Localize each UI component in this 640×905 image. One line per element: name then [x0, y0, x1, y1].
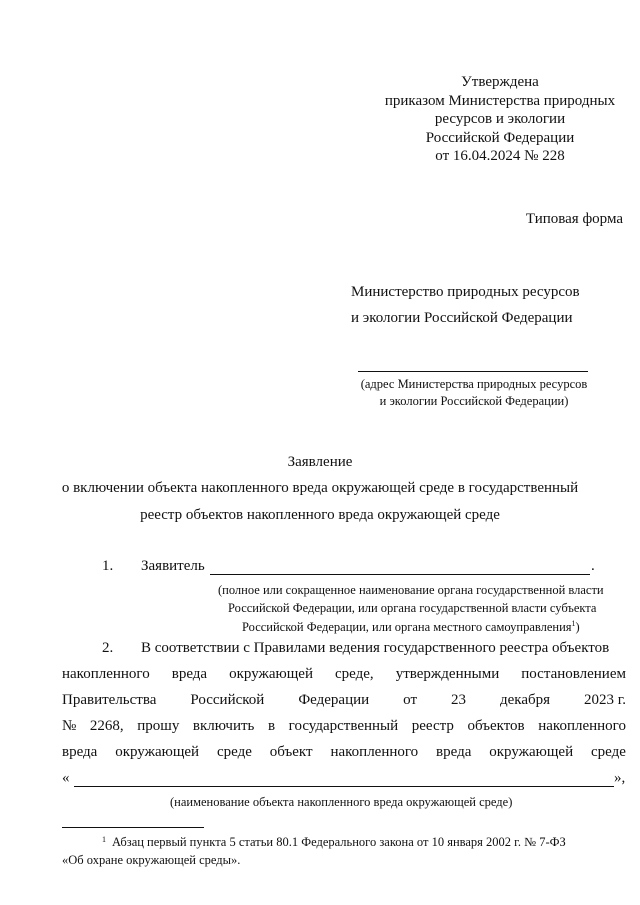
applicant-fill-line[interactable]	[210, 574, 590, 575]
document-subtitle-line-1: о включении объекта накопленного вреда окружающей среде в государственный	[61, 480, 579, 496]
word: постановлением	[521, 666, 626, 682]
word: Российской	[190, 692, 265, 708]
word: накопленного	[330, 744, 419, 760]
address-fill-line[interactable]	[358, 371, 588, 372]
item-2-line-4	[62, 718, 626, 735]
word: 2023 г.	[584, 692, 626, 708]
word: в	[267, 718, 276, 734]
applicant-end-dot: .	[591, 558, 595, 574]
document-subtitle-line-2: реестр объектов накопленного вреда окружающей среде	[140, 507, 500, 523]
object-name-caption: (наименование объекта накопленного вреда окружающей среде)	[170, 795, 513, 809]
object-quote-close: »,	[614, 770, 626, 786]
applicant-caption-line-2: Российской Федерации, или органа государственной власти субъекта	[228, 601, 597, 615]
footnote-text-1: Абзац первый пункта 5 статьи 80.1 Федерального закона от 10 января 2002 г. № 7-ФЗ	[112, 835, 566, 849]
applicant-caption-text: Российской Федерации, или органа местного самоуправления	[242, 620, 572, 635]
item-2-line-1: В соответствии с Правилами ведения государственного реестра объектов	[141, 640, 610, 656]
item-2-line-3	[62, 692, 626, 709]
object-quote-open: «	[62, 770, 70, 786]
word: вреда	[62, 744, 98, 760]
approval-line-5: от 16.04.2024 № 228	[435, 148, 565, 164]
footnote-line-2: «Об охране окружающей среды».	[62, 853, 241, 867]
footnote-mark: 1	[102, 835, 106, 844]
item-2-number: 2.	[102, 640, 114, 656]
applicant-caption-line-1: (полное или сокращенное наименование органа государственной власти	[218, 583, 604, 597]
word: декабря	[499, 692, 551, 708]
item-2-line-2	[62, 666, 626, 683]
word: окружающей	[489, 744, 574, 760]
address-caption-line-1: (адрес Министерства природных ресурсов	[360, 377, 588, 391]
applicant-label: Заявитель	[141, 558, 205, 574]
word: окружающей	[115, 744, 200, 760]
object-name-fill-line[interactable]	[74, 786, 614, 787]
approval-line-3: ресурсов и экологии	[434, 111, 566, 127]
address-caption	[350, 376, 598, 410]
footnote-ref[interactable]: 1	[571, 619, 576, 628]
word: Правительства	[62, 692, 157, 708]
approval-line-4: Российской Федерации	[425, 129, 575, 146]
word: №	[62, 718, 77, 734]
word: вреда	[436, 744, 472, 760]
word: государственный	[288, 718, 399, 734]
word: среде	[591, 744, 626, 760]
footnote-line-1	[62, 835, 628, 850]
item-2-line-5	[62, 744, 626, 761]
item-1-number: 1.	[102, 558, 114, 574]
approval-line-1: Утверждена	[461, 74, 539, 90]
applicant-caption-close: )	[575, 620, 580, 635]
word: реестр	[411, 718, 454, 734]
approval-block	[380, 73, 620, 166]
word: объектов	[467, 718, 525, 734]
approval-line-2: приказом Министерства природных	[384, 92, 616, 109]
word: накопленного	[62, 666, 150, 682]
address-caption-line-2: и экологии Российской Федерации)	[379, 394, 569, 408]
word: среде,	[335, 666, 374, 682]
word: прошу	[137, 718, 180, 734]
word: утвержденными	[395, 666, 500, 682]
form-type-label: Типовая форма	[525, 211, 623, 227]
word: окружающей	[229, 666, 313, 682]
word: вреда	[171, 666, 208, 682]
word: 23	[450, 692, 466, 708]
recipient-line-1: Министерство природных ресурсов	[351, 284, 580, 300]
word: среде	[216, 744, 252, 760]
word: от	[403, 692, 417, 708]
word: 2268,	[89, 718, 124, 734]
footnote-separator	[62, 827, 204, 828]
document-title: Заявление	[287, 454, 353, 470]
recipient-line-2: и экологии Российской Федерации	[351, 310, 573, 326]
word: накопленного	[538, 718, 626, 734]
word: объект	[269, 744, 313, 760]
applicant-caption-line-3	[242, 619, 580, 635]
word: включить	[192, 718, 255, 734]
word: Федерации	[298, 692, 370, 708]
